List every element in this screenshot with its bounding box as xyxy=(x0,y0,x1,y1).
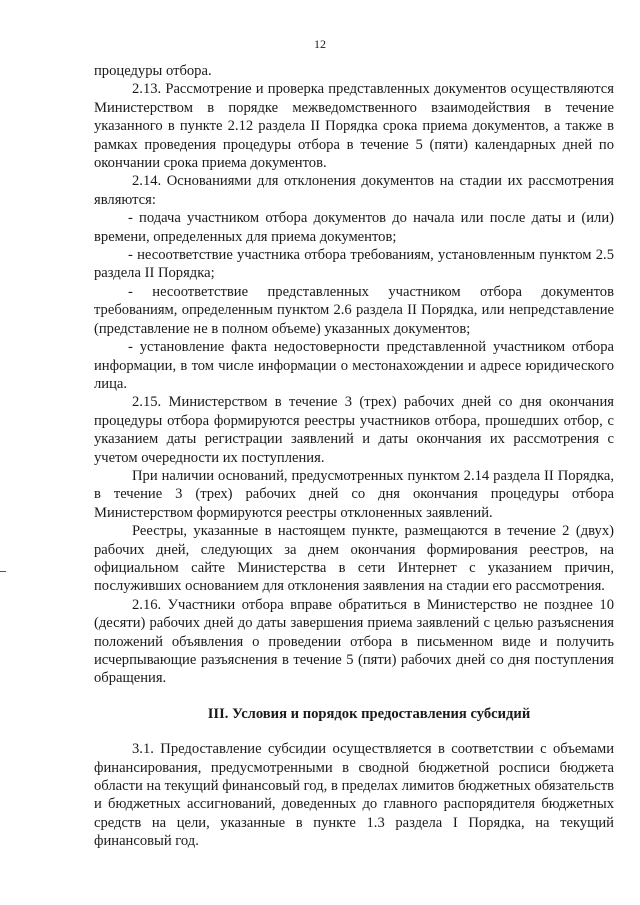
list-item-2-14-a: - подача участником отбора документов до начала или после даты и (или) времени, определенных для приема документов; xyxy=(94,210,614,245)
paragraph-2-14: 2.14. Основаниями для отклонения документов на стадии их рассмотрения являются: xyxy=(94,173,614,208)
paragraph-3-1: 3.1. Предоставление субсидии осуществляется в соответствии с объемами финансирования, предусмотренными в сводной бюджетной росписи бюджета области на текущий финансовый год, в пределах лимитов бюджетных обязательств и бюджетных ассигнований, доведенных до главного распорядителя бюджетных средств на цели, указанные в пункте 1.3 раздела I Порядка, на текущий финансовый год. xyxy=(94,741,614,850)
margin-mark xyxy=(0,571,6,572)
paragraph-2-13: 2.13. Рассмотрение и проверка представленных документов осуществляются Министерством в порядке межведомственного взаимодействия в течение указанного в пункте 2.12 раздела II Порядка срока приема документов, а также в рамках проведения процедуры отбора в течение 5 (пяти) календарных дней по окончании срока приема документов. xyxy=(94,81,614,172)
paragraph-2-15-rejected: При наличии оснований, предусмотренных пунктом 2.14 раздела II Порядка, в течение 3 (трех) рабочих дней со дня окончания процедуры отбора Министерством формируются реестры отклоненных заявлений. xyxy=(94,467,614,521)
paragraph-2-15: 2.15. Министерством в течение 3 (трех) рабочих дней со дня окончания процедуры отбора формируются реестры участников отбора, прошедших отбор, с указанием даты регистрации заявлений и даты окончания их рассмотрения с учетом очередности их поступления. xyxy=(94,394,614,466)
paragraph-continuation: процедуры отбора. xyxy=(94,63,212,79)
section-heading: III. Условия и порядок предоставления субсидий xyxy=(207,705,531,722)
list-item-2-14-d: - установление факта недостоверности представленной участником отбора информации, в том числе информации о местонахождении и адресе юридического лица. xyxy=(94,339,614,392)
paragraph-2-16: 2.16. Участники отбора вправе обратиться в Министерство не позднее 10 (десяти) рабочих дней до даты завершения приема заявлений с целью разъяснения положений объявления о проведении отбора в письменном виде и получить исчерпывающие разъяснения в течение 5 (пяти) рабочих дней со дня поступления обращения. xyxy=(94,596,614,687)
page-number: 12 xyxy=(314,37,326,51)
paragraph-2-15-registers: Реестры, указанные в настоящем пункте, размещаются в течение 2 (двух) рабочих дней, следующих за днем окончания формирования реестров, на официальном сайте Министерства в сети Интернет с указанием причин, послуживших основанием для отклонения заявления на стадии его рассмотрения. xyxy=(94,523,614,595)
document-body xyxy=(94,62,614,851)
list-item-2-14-c: - несоответствие представленных участником отбора документов требованиям, определенным пунктом 2.6 раздела II Порядка, или непредставление (представление не в полном объеме) указанных документов; xyxy=(94,283,614,337)
list-item-2-14-b: - несоответствие участника отбора требованиям, установленным пунктом 2.5 раздела II Порядка; xyxy=(94,247,614,282)
